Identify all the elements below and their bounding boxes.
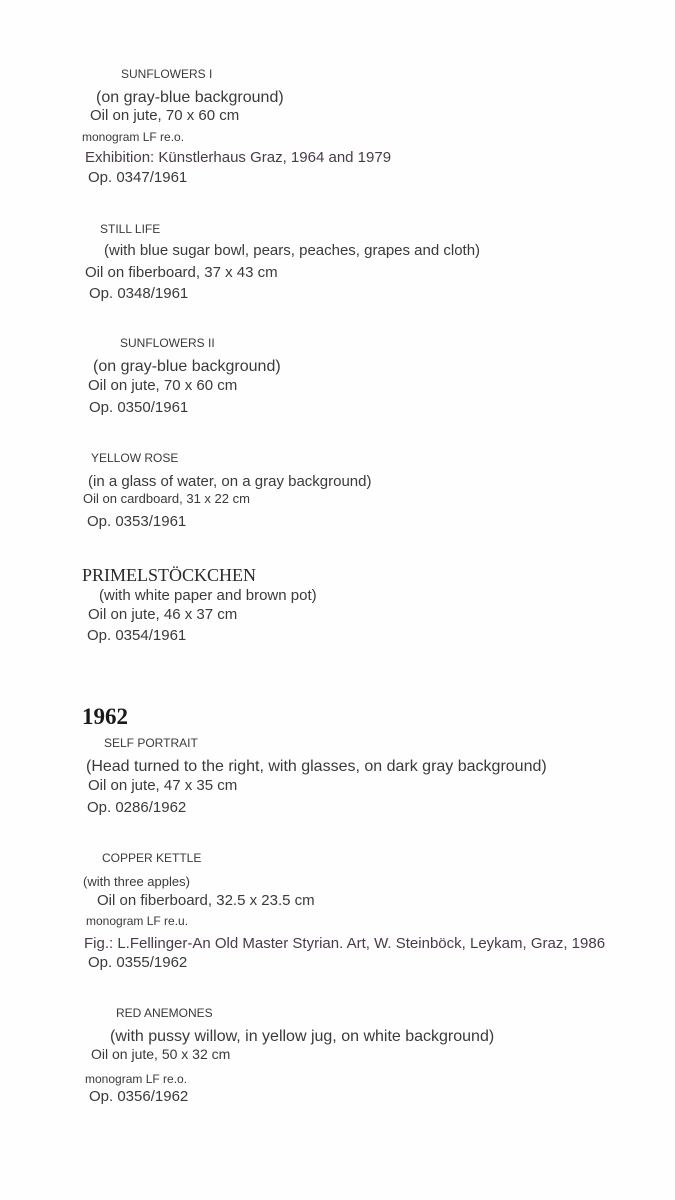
- entry-medium: Oil on fiberboard, 37 x 43 cm: [85, 264, 278, 281]
- entry-medium: Oil on jute, 50 x 32 cm: [91, 1046, 231, 1062]
- entry-note: monogram LF re.o.: [82, 130, 185, 144]
- entry-op-number: Op. 0286/1962: [87, 799, 187, 816]
- entry-subtitle: (Head turned to the right, with glasses, on dark gray background): [86, 758, 547, 775]
- entry-medium: Oil on jute, 46 x 37 cm: [88, 606, 238, 623]
- entry-title: STILL LIFE: [100, 222, 161, 236]
- entry-figure-reference: Fig.: L.Fellinger-An Old Master Styrian. Art, W. Steinböck, Leykam, Graz, 1986: [84, 935, 606, 952]
- entry-subtitle: (with three apples): [83, 874, 190, 889]
- entry-op-number: Op. 0355/1962: [88, 954, 188, 971]
- entry-medium: Oil on jute, 70 x 60 cm: [88, 377, 238, 394]
- entry-medium: Oil on jute, 47 x 35 cm: [88, 777, 238, 794]
- entry-title: SUNFLOWERS II: [120, 336, 215, 350]
- entry-title: SELF PORTRAIT: [104, 736, 198, 750]
- entry-op-number: Op. 0347/1961: [88, 169, 188, 186]
- entry-op-number: Op. 0354/1961: [87, 627, 187, 644]
- entry-title: PRIMELSTÖCKCHEN: [82, 565, 257, 585]
- entry-op-number: Op. 0350/1961: [89, 399, 189, 416]
- entry-title: RED ANEMONES: [116, 1006, 213, 1020]
- entry-subtitle: (on gray-blue background): [96, 89, 284, 106]
- entry-title: COPPER KETTLE: [102, 851, 202, 865]
- entry-subtitle: (with pussy willow, in yellow jug, on white background): [110, 1028, 495, 1045]
- entry-op-number: Op. 0348/1961: [89, 285, 189, 302]
- entry-subtitle: (with white paper and brown pot): [99, 587, 317, 604]
- entry-note: monogram LF re.u.: [86, 914, 189, 928]
- entry-op-number: Op. 0356/1962: [89, 1088, 189, 1105]
- entry-medium: Oil on fiberboard, 32.5 x 23.5 cm: [97, 892, 315, 909]
- entry-subtitle: (in a glass of water, on a gray background): [88, 473, 372, 490]
- entry-exhibition: Exhibition: Künstlerhaus Graz, 1964 and 1979: [85, 149, 392, 166]
- entry-op-number: Op. 0353/1961: [87, 513, 187, 530]
- year-heading: 1962: [82, 704, 128, 729]
- entry-subtitle: (on gray-blue background): [93, 358, 281, 375]
- entry-subtitle: (with blue sugar bowl, pears, peaches, grapes and cloth): [104, 242, 481, 259]
- entry-note: monogram LF re.o.: [85, 1072, 188, 1086]
- entry-title: YELLOW ROSE: [91, 451, 179, 465]
- entry-medium: Oil on cardboard, 31 x 22 cm: [83, 491, 250, 506]
- entry-medium: Oil on jute, 70 x 60 cm: [90, 107, 240, 124]
- entry-title: SUNFLOWERS I: [121, 67, 213, 81]
